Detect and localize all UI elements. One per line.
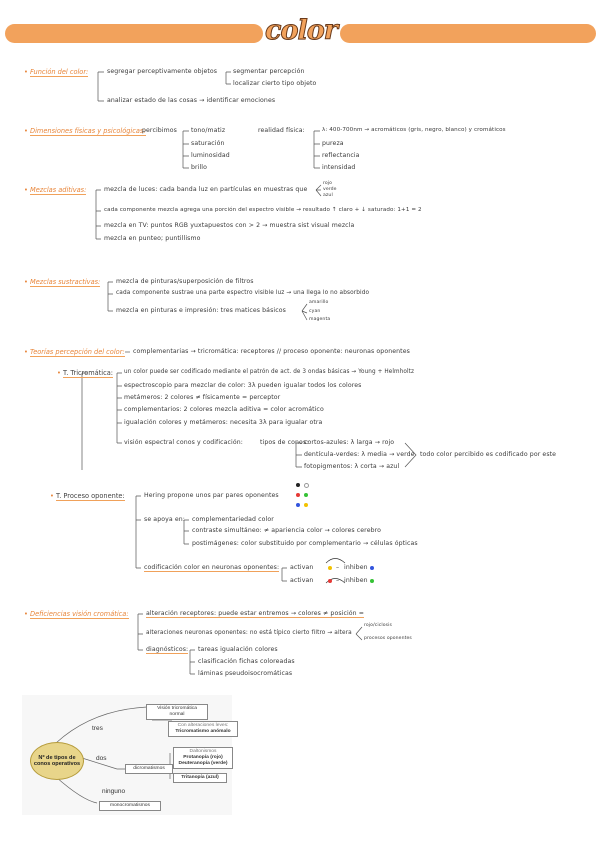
s5-t1f: visión espectral conos y codificación: — [124, 439, 243, 446]
diagram-box-tritanopia: Tritanopía (azul) — [173, 773, 227, 783]
dot-yellow — [304, 503, 308, 507]
s4-tag-magenta: magenta — [309, 317, 331, 322]
s6-line1: alteración receptores: puede estar entremos → colores ≠ posición = — [146, 610, 365, 617]
dot-act2-red — [328, 579, 332, 583]
s1-line1a: segmentar percepción — [233, 68, 305, 75]
s2-phys-1: λ: 400-700nm → acromáticos (gris, negro, blanco) y cromáticos — [322, 127, 506, 133]
s3-tag-green: verde — [323, 187, 337, 192]
page-title: color — [265, 15, 337, 46]
s3-line3: mezcla en TV: puntos RGB yuxtapuestos con > 2 → muestra sist visual mezcla — [104, 222, 355, 229]
s5-t2f: codificación color en neuronas oponentes: — [144, 564, 280, 571]
s3-tag-red: rojo — [323, 181, 333, 186]
s5-t1f-lead: tipos de conos: — [260, 439, 309, 446]
s2-phys-3: reflectancia — [322, 152, 360, 159]
s1-line1: segregar perceptivamente objetos — [107, 68, 218, 75]
s5-inhiben-1: inhiben — [344, 564, 368, 571]
s5-t2b: se apoya en: — [144, 516, 185, 523]
s5-t2a: Hering propone unos par pares oponentes — [144, 492, 279, 499]
s5-inhiben-2: inhiben — [344, 577, 368, 584]
s4-heading: • Mezclas sustractivas: — [24, 278, 101, 286]
s2-lead: percibimos — [142, 127, 177, 134]
s4-tag-yellow: amarillo — [309, 300, 329, 305]
diagram-box-normal: Visión tricromática normal — [146, 704, 208, 720]
dot-inh2-green — [370, 579, 374, 583]
s6-tag-2: procesos oponentes — [364, 636, 412, 641]
s5-t1e: igualación colores y metámeros: necesita 3λ para igualar otra — [124, 419, 323, 426]
dot-inh1-blue — [370, 566, 374, 570]
s5-cone-1: cortos-azules: λ larga → rojo — [304, 439, 395, 446]
s1-line1b: localizar cierto tipo objeto — [233, 80, 317, 87]
s1-heading: • Función del color: — [24, 68, 89, 76]
s6-line3c: láminas pseudoisocromáticas — [198, 670, 293, 677]
s5-t2-heading: • T. Proceso oponente: — [50, 492, 125, 500]
s5-t1b: espectroscopio para mezclar de color: 3λ pueden igualar todos los colores — [124, 382, 362, 389]
s2-item-c: luminosidad — [191, 152, 230, 159]
s6-line3b: clasificación fichas coloreadas — [198, 658, 295, 665]
s2-phys-4: intensidad — [322, 164, 356, 171]
diagram-center: Nº de tipos de conos operativos — [30, 742, 84, 780]
s2-physical: realidad física: — [258, 127, 305, 134]
dot-blue — [296, 503, 300, 507]
s3-line4: mezcla en punteo; puntillismo — [104, 235, 201, 242]
s1-line2: analizar estado de las cosas → identificar emociones — [107, 97, 276, 104]
dot-white — [304, 483, 309, 488]
s3-heading: • Mezclas aditivas: — [24, 186, 87, 194]
s5-t1d: complementarios: 2 colores mezcla aditiva = color acromático — [124, 406, 324, 413]
s2-item-b: saturación — [191, 140, 225, 147]
s2-item-a: tono/matiz — [191, 127, 226, 134]
diagram-box-monochromatism: monocromatismos — [99, 801, 161, 811]
s4-line2: cada componente sustrae una parte espectro visible luz → una llega lo no absorbido — [116, 290, 370, 296]
s5-cone-note: todo color percibido es codificado por este — [420, 451, 557, 458]
s4-line1: mezcla de pinturas/superposición de filtros — [116, 278, 254, 285]
s3-tag-blue: azul — [323, 193, 333, 198]
diagram-box-anomalous: Con alteraciones leves: Tricromatismo anómalo — [168, 721, 238, 737]
s5-heading: • Teorías percepción del color: — [24, 348, 125, 356]
s6-line2: alteraciones neuronas oponentes: no está típico cierto filtro → altera — [146, 630, 352, 636]
cone-types-diagram — [22, 695, 232, 815]
s5-t2e: postimágenes: color substituido por complementario → células ópticas — [192, 540, 418, 547]
s5-t1-heading: • T. Tricromática: — [57, 369, 114, 377]
s6-tag-1: rojo/ciclosis — [364, 623, 393, 628]
s2-heading: • Dimensiones físicas y psicológicas: — [24, 127, 146, 135]
s5-activan-2: activan — [290, 577, 314, 584]
s2-phys-2: pureza — [322, 140, 344, 147]
diagram-label-tres: tres — [92, 725, 103, 732]
s6-line3a: tareas igualación colores — [198, 646, 278, 653]
s4-line3: mezcla en pinturas e impresión: tres matices básicos — [116, 307, 286, 314]
s5-t2d: contraste simultáneo: ≠ apariencia color → colores cerebro — [192, 527, 382, 534]
s5-t2c: complementariedad color — [192, 516, 274, 523]
s3-line1: mezcla de luces: cada banda luz en partículas en muestras que — [104, 186, 308, 193]
s3-line2: cada componente mezcla agrega una porción del espectro visible → resultado ↑ claro + ↓ saturado: 1+1 = 2 — [104, 207, 422, 213]
s5-cone-2: dentícula-verdes: λ media → verde — [304, 451, 415, 458]
dot-red — [296, 493, 300, 497]
s5-activan-1: activan — [290, 564, 314, 571]
s5-cone-3: fotopigmentos: λ corta → azul — [304, 463, 400, 470]
s6-line3: diagnósticos: — [146, 646, 189, 653]
s5-t1c: metámeros: 2 colores ≠ físicamente = perceptor — [124, 394, 281, 401]
s4-tag-cyan: cyan — [309, 309, 321, 314]
s2-item-d: brillo — [191, 164, 208, 171]
s5-lead: complementarias → tricromática: receptores // proceso oponente: neuronas oponentes — [133, 348, 410, 355]
diagram-label-dos: dos — [96, 755, 107, 762]
diagram-box-dichromatism: dicromatismos — [125, 764, 173, 774]
dot-black — [296, 483, 300, 487]
s5-t1a: un color puede ser codificado mediante el patrón de act. de 3 ondas básicas → Young + Helmholtz — [124, 369, 415, 375]
dot-act1-yellow — [328, 566, 332, 570]
dot-green — [304, 493, 308, 497]
diagram-box-daltonism: Daltonismos Protanopía (rojo) Deuteranopía (verde) — [173, 747, 233, 769]
s6-heading: • Deficiencias visión cromática: — [24, 610, 129, 618]
diagram-label-ninguno: ninguno — [102, 788, 126, 795]
